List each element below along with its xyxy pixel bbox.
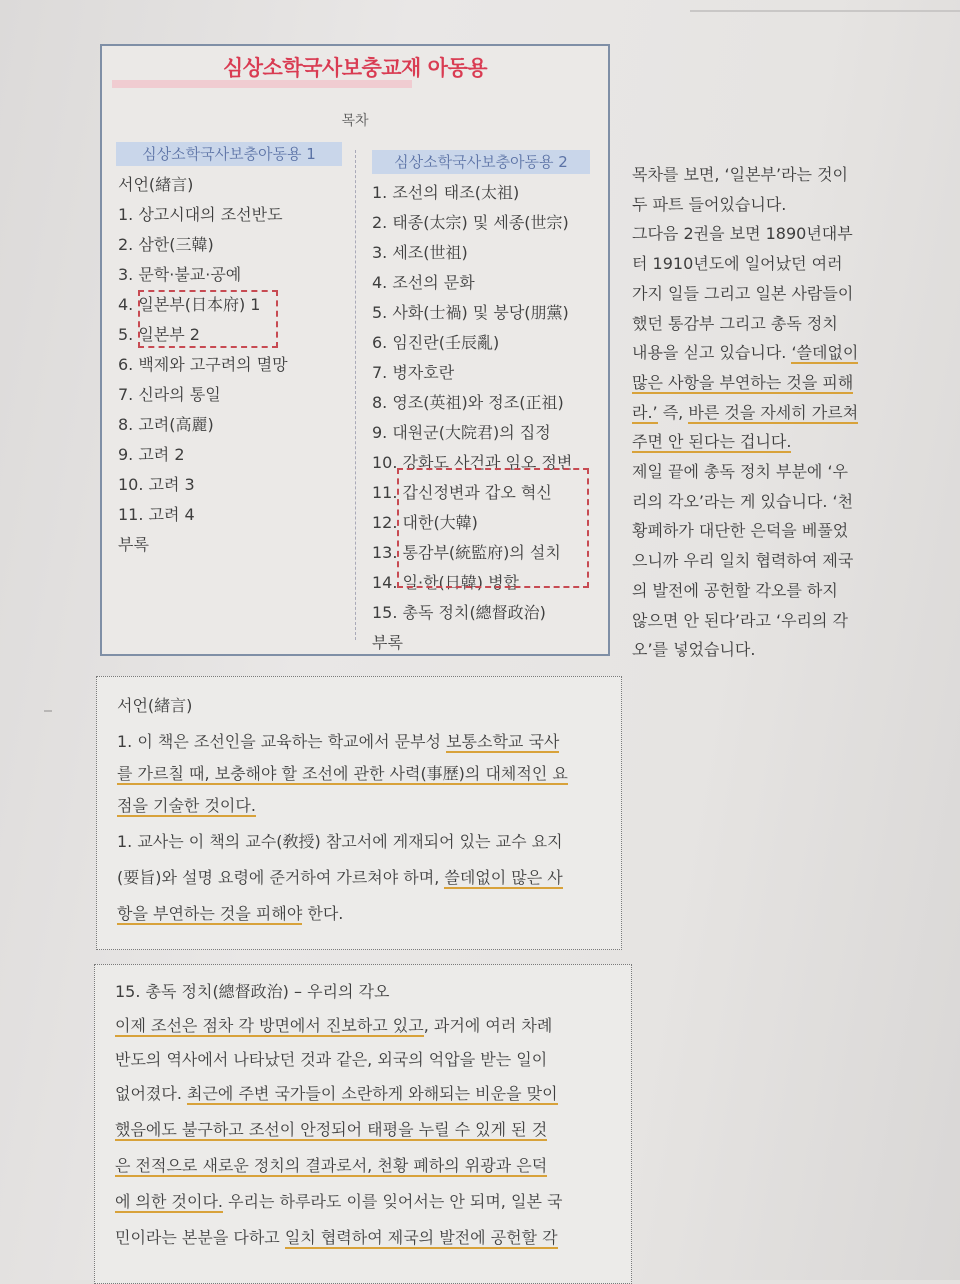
underlined-text: 쓸데없이 많은 사	[444, 868, 563, 887]
toc-item: 1. 조선의 태조(太祖)	[372, 183, 520, 202]
text-line	[117, 727, 559, 757]
underlined-text: ‘쓸데없이	[791, 343, 859, 363]
toc-item: 5. 사화(士禍) 및 붕당(朋黨)	[372, 303, 569, 322]
toc-item: 14. 일·한(日韓) 병합	[372, 573, 520, 592]
column-divider	[355, 150, 356, 640]
underlined-text: 했음에도 불구하고 조선이 안정되어 태평을 누릴 수 있게 된 것	[115, 1120, 548, 1139]
toc-item: 7. 병자호란	[372, 363, 455, 382]
text-line: 황폐하가 대단한 은덕을 베풀었	[632, 521, 849, 541]
text-segment: 내용을 싣고 있습니다.	[632, 343, 792, 363]
margin-mark	[44, 710, 52, 712]
text-line: 제일 끝에 총독 정치 부분에 ‘우	[632, 462, 848, 482]
underlined-text: 바른 것을 자세히 가르쳐	[688, 402, 859, 422]
underlined-text: 에 의한 것이다.	[115, 1192, 223, 1211]
underlined-text: 많은 사항을 부연하는 것을 피해	[632, 372, 854, 392]
toc-item: 8. 고려(高麗)	[118, 415, 214, 434]
text-line	[115, 1011, 552, 1041]
underlined-text: 를 가르칠 때, 보충해야 할 조선에 관한 사력(事歷)의 대체적인 요	[117, 764, 568, 783]
text-line: 으니까 우리 일치 협력하여 제국	[632, 551, 854, 571]
text-segment: (要旨)와 설명 요령에 준거하여 가르쳐야 하며,	[117, 868, 445, 887]
preface-excerpt	[96, 676, 622, 950]
text-line	[115, 1187, 562, 1217]
vol1-heading: 심상소학국사보충아동용 1	[116, 142, 342, 166]
underlined-text: 점을 기술한 것이다.	[117, 796, 256, 815]
toc-item: 4. 조선의 문화	[372, 273, 475, 292]
toc-item: 12. 대한(大韓)	[372, 513, 478, 532]
toc-item: 10. 고려 3	[118, 475, 195, 494]
highlight-box-annexation	[397, 468, 589, 588]
text-line: 터 1910년도에 일어났던 여러	[632, 254, 843, 274]
text-line	[117, 759, 568, 789]
text-line	[117, 863, 563, 893]
text-line: 했던 통감부 그리고 총독 정치	[632, 313, 838, 333]
text-line	[115, 1223, 558, 1253]
excerpt-heading: 15. 총독 정치(總督政治) – 우리의 각오	[115, 982, 390, 1001]
text-line	[115, 1115, 547, 1145]
underlined-text: 이제 조선은 점차 각 방면에서 진보하고 있고	[115, 1016, 424, 1035]
toc-item: 부록	[118, 535, 149, 554]
text-line: 않으면 안 된다’라고 ‘우리의 각	[632, 610, 848, 630]
toc-item: 6. 임진란(壬辰亂)	[372, 333, 500, 352]
text-segment: 1. 이 책은 조선인을 교육하는 학교에서 문부성	[117, 732, 447, 751]
book-title: 심상소학국사보충교재 아동용	[222, 56, 488, 80]
text-line	[632, 427, 932, 457]
commentary-text	[632, 160, 932, 665]
underlined-text: 일치 협력하여 제국의 발전에 공헌할 각	[284, 1228, 558, 1247]
text-line	[115, 1151, 547, 1181]
underlined-text: 라.’	[632, 402, 658, 422]
toc-item: 7. 신라의 통일	[118, 385, 221, 404]
governor-general-excerpt	[94, 964, 632, 1284]
toc-item: 9. 대원군(大院君)의 집정	[372, 423, 551, 442]
toc-item: 2. 태종(太宗) 및 세종(世宗)	[372, 213, 569, 232]
text-line: 리의 각오’라는 게 있습니다. ‘천	[632, 491, 854, 511]
text-line	[117, 791, 256, 821]
text-line	[115, 1079, 558, 1109]
toc-label: 목차	[341, 113, 369, 129]
text-line: 목차를 보면, ‘일본부’라는 것이	[632, 165, 848, 184]
toc-item: 15. 총독 정치(總督政治)	[372, 603, 546, 622]
underlined-text: 최근에 주변 국가들이 소란하게 와해되는 비운을 맞이	[187, 1084, 558, 1103]
toc-item: 9. 고려 2	[118, 445, 185, 464]
text-line: 그다음 2권을 보면 1890년대부	[632, 224, 853, 244]
toc-item: 13. 통감부(統監府)의 설치	[372, 543, 561, 562]
toc-item: 3. 세조(世祖)	[372, 243, 468, 262]
text-line: 의 발전에 공헌할 각오를 하지	[632, 580, 838, 600]
text-line: 1. 교사는 이 책의 교수(敎授) 참고서에 게재되어 있는 교수 요지	[117, 832, 563, 851]
vol2-heading: 심상소학국사보충아동용 2	[372, 150, 590, 174]
text-segment: 민이라는 본분을 다하고	[115, 1228, 285, 1247]
toc-item: 부록	[372, 633, 403, 652]
text-segment: , 과거에 여러 차례	[423, 1016, 553, 1035]
underlined-text: 주면 안 된다는 겁니다.	[632, 432, 792, 452]
text-line	[632, 398, 932, 428]
toc-item: 11. 갑신정변과 갑오 혁신	[372, 483, 552, 502]
text-segment: 없어졌다.	[115, 1084, 187, 1103]
text-line	[632, 338, 932, 368]
highlight-box-japan-office	[138, 290, 278, 348]
text-line: 두 파트 들어있습니다.	[632, 194, 787, 214]
vol1-toc-list	[118, 170, 288, 560]
toc-item: 4. 일본부(日本府) 1	[118, 295, 261, 314]
page-edge-line	[690, 10, 960, 12]
toc-item: 1. 상고시대의 조선반도	[118, 205, 283, 224]
toc-item: 5. 일본부 2	[118, 325, 200, 344]
underlined-text: 천황 폐하의 위광과 은덕	[377, 1156, 548, 1175]
text-line: 가지 일들 그리고 일본 사람들이	[632, 283, 854, 303]
text-line: 오’를 넣었습니다.	[632, 640, 756, 660]
text-segment: 한다.	[302, 904, 344, 923]
text-segment: 즉,	[657, 402, 689, 422]
text-line	[632, 368, 932, 398]
underlined-text: 은 전적으로 새로운 정치의 결과로서,	[115, 1156, 378, 1175]
underlined-text: 항을 부연하는 것을 피해야	[117, 904, 303, 923]
toc-item: 6. 백제와 고구려의 멸망	[118, 355, 288, 374]
toc-item: 2. 삼한(三韓)	[118, 235, 214, 254]
underlined-text: 보통소학교 국사	[446, 732, 560, 751]
excerpt-heading: 서언(緖言)	[117, 696, 193, 715]
toc-item: 3. 문학·불교·공예	[118, 265, 242, 284]
toc-item: 8. 영조(英祖)와 정조(正祖)	[372, 393, 564, 412]
toc-item: 서언(緖言)	[118, 175, 194, 194]
text-line: 반도의 역사에서 나타났던 것과 같은, 외국의 억압을 받는 일이	[115, 1050, 548, 1069]
toc-item: 10. 강화도 사건과 임오 정변	[372, 453, 573, 472]
text-line	[117, 899, 343, 929]
toc-item: 11. 고려 4	[118, 505, 195, 524]
text-segment: 우리는 하루라도 이를 잊어서는 안 되며, 일본 국	[223, 1192, 563, 1211]
